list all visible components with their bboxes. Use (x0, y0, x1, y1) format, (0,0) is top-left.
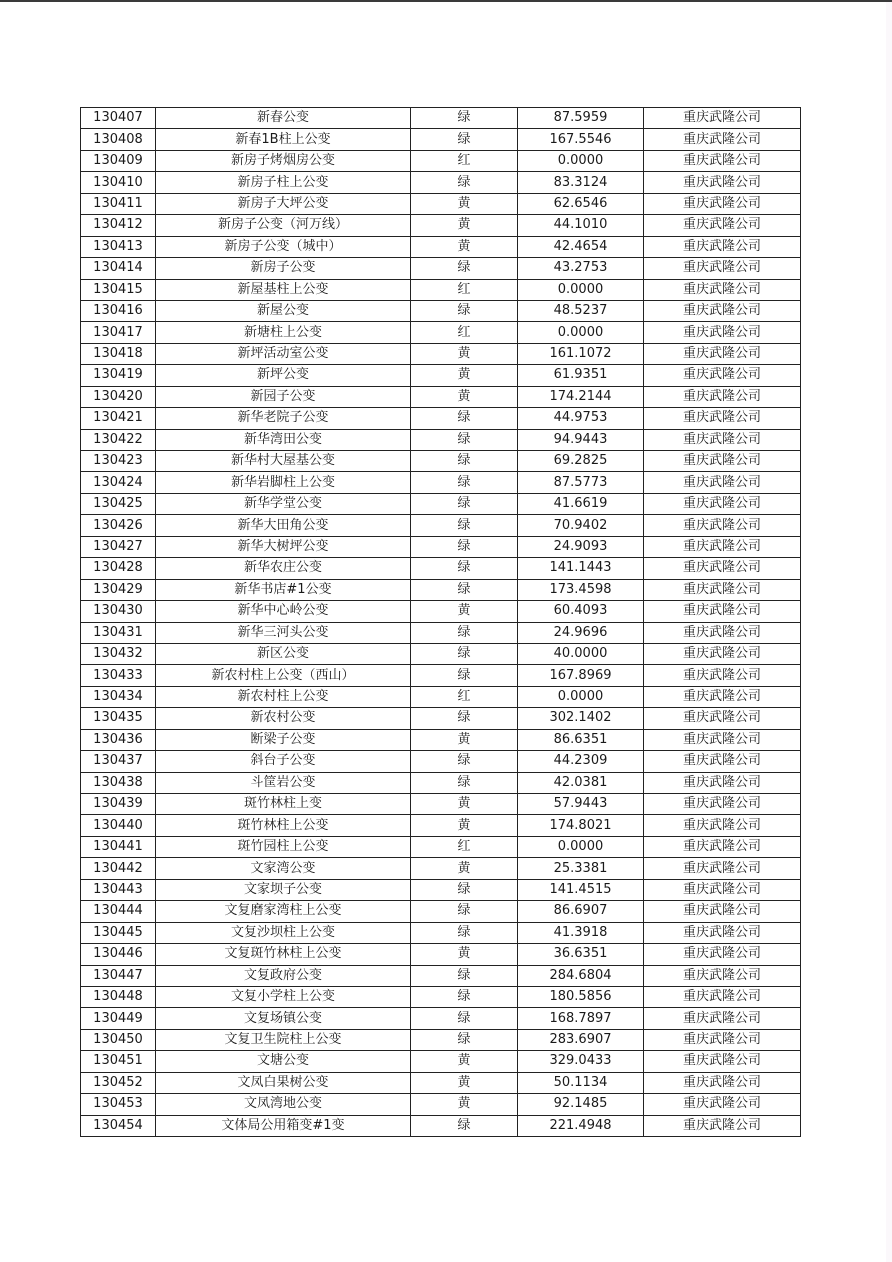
cell-value: 48.5237 (518, 300, 644, 321)
cell-id: 130449 (81, 1008, 156, 1029)
cell-company: 重庆武隆公司 (644, 408, 801, 429)
cell-company: 重庆武隆公司 (644, 772, 801, 793)
cell-status-color: 绿 (411, 451, 518, 472)
cell-name: 文塘公变 (156, 1051, 411, 1072)
cell-status-color: 绿 (411, 751, 518, 772)
cell-value: 167.8969 (518, 665, 644, 686)
cell-name: 新农村柱上公变（西山） (156, 665, 411, 686)
transformer-table (80, 107, 801, 1137)
cell-name: 新园子公变 (156, 386, 411, 407)
cell-value: 173.4598 (518, 579, 644, 600)
table-row (81, 1094, 801, 1115)
cell-value: 70.9402 (518, 515, 644, 536)
table-row (81, 300, 801, 321)
cell-name: 新房子公变 (156, 258, 411, 279)
cell-value: 92.1485 (518, 1094, 644, 1115)
table-body (81, 108, 801, 1137)
cell-name: 新区公变 (156, 643, 411, 664)
cell-id: 130422 (81, 429, 156, 450)
cell-company: 重庆武隆公司 (644, 322, 801, 343)
cell-name: 新华村大屋基公变 (156, 451, 411, 472)
cell-name: 新华大树坪公变 (156, 536, 411, 557)
cell-id: 130432 (81, 643, 156, 664)
cell-company: 重庆武隆公司 (644, 665, 801, 686)
cell-status-color: 黄 (411, 365, 518, 386)
cell-company: 重庆武隆公司 (644, 150, 801, 171)
cell-value: 0.0000 (518, 836, 644, 857)
table-row (81, 322, 801, 343)
cell-id: 130440 (81, 815, 156, 836)
cell-value: 86.6351 (518, 729, 644, 750)
cell-value: 69.2825 (518, 451, 644, 472)
cell-status-color: 绿 (411, 665, 518, 686)
cell-name: 新华书店#1公变 (156, 579, 411, 600)
cell-name: 新春1B柱上公变 (156, 129, 411, 150)
cell-status-color: 绿 (411, 429, 518, 450)
cell-status-color: 绿 (411, 901, 518, 922)
table-row (81, 1029, 801, 1050)
table-row (81, 965, 801, 986)
cell-name: 斑竹园柱上公变 (156, 836, 411, 857)
cell-company: 重庆武隆公司 (644, 515, 801, 536)
cell-status-color: 黄 (411, 215, 518, 236)
cell-company: 重庆武隆公司 (644, 729, 801, 750)
table-row (81, 108, 801, 129)
cell-value: 60.4093 (518, 601, 644, 622)
cell-name: 新农村公变 (156, 708, 411, 729)
cell-company: 重庆武隆公司 (644, 236, 801, 257)
cell-name: 文复小学柱上公变 (156, 986, 411, 1007)
cell-id: 130415 (81, 279, 156, 300)
cell-company: 重庆武隆公司 (644, 986, 801, 1007)
cell-status-color: 绿 (411, 1029, 518, 1050)
cell-id: 130414 (81, 258, 156, 279)
cell-company: 重庆武隆公司 (644, 1115, 801, 1136)
cell-id: 130419 (81, 365, 156, 386)
cell-company: 重庆武隆公司 (644, 922, 801, 943)
cell-status-color: 红 (411, 150, 518, 171)
cell-id: 130408 (81, 129, 156, 150)
cell-company: 重庆武隆公司 (644, 343, 801, 364)
cell-name: 新农村柱上公变 (156, 686, 411, 707)
cell-id: 130409 (81, 150, 156, 171)
cell-name: 新华老院子公变 (156, 408, 411, 429)
cell-name: 新华学堂公变 (156, 493, 411, 514)
cell-id: 130442 (81, 858, 156, 879)
cell-id: 130453 (81, 1094, 156, 1115)
cell-name: 新华岩脚柱上公变 (156, 472, 411, 493)
cell-value: 44.9753 (518, 408, 644, 429)
cell-status-color: 红 (411, 279, 518, 300)
table-row (81, 408, 801, 429)
table-row (81, 879, 801, 900)
cell-company: 重庆武隆公司 (644, 1008, 801, 1029)
cell-status-color: 黄 (411, 236, 518, 257)
cell-id: 130444 (81, 901, 156, 922)
cell-value: 168.7897 (518, 1008, 644, 1029)
cell-status-color: 绿 (411, 579, 518, 600)
table-row (81, 129, 801, 150)
cell-status-color: 绿 (411, 708, 518, 729)
cell-status-color: 绿 (411, 558, 518, 579)
cell-name: 新屋基柱上公变 (156, 279, 411, 300)
cell-company: 重庆武隆公司 (644, 365, 801, 386)
table-row (81, 622, 801, 643)
cell-id: 130443 (81, 879, 156, 900)
cell-name: 新房子烤烟房公变 (156, 150, 411, 171)
cell-value: 141.1443 (518, 558, 644, 579)
cell-name: 斗筐岩公变 (156, 772, 411, 793)
cell-status-color: 绿 (411, 965, 518, 986)
cell-status-color: 绿 (411, 108, 518, 129)
cell-id: 130429 (81, 579, 156, 600)
cell-company: 重庆武隆公司 (644, 601, 801, 622)
cell-id: 130434 (81, 686, 156, 707)
table-row (81, 1051, 801, 1072)
cell-status-color: 绿 (411, 300, 518, 321)
cell-value: 87.5959 (518, 108, 644, 129)
cell-company: 重庆武隆公司 (644, 686, 801, 707)
cell-id: 130425 (81, 493, 156, 514)
cell-value: 42.0381 (518, 772, 644, 793)
cell-value: 24.9093 (518, 536, 644, 557)
cell-company: 重庆武隆公司 (644, 108, 801, 129)
cell-value: 41.3918 (518, 922, 644, 943)
table-row (81, 429, 801, 450)
cell-id: 130438 (81, 772, 156, 793)
cell-status-color: 黄 (411, 343, 518, 364)
cell-id: 130454 (81, 1115, 156, 1136)
cell-value: 36.6351 (518, 944, 644, 965)
cell-name: 文复沙坝柱上公变 (156, 922, 411, 943)
cell-name: 斑竹林柱上变 (156, 794, 411, 815)
table-row (81, 472, 801, 493)
cell-company: 重庆武隆公司 (644, 1029, 801, 1050)
cell-id: 130447 (81, 965, 156, 986)
cell-id: 130441 (81, 836, 156, 857)
cell-id: 130413 (81, 236, 156, 257)
cell-name: 文家坝子公变 (156, 879, 411, 900)
cell-id: 130446 (81, 944, 156, 965)
cell-id: 130445 (81, 922, 156, 943)
cell-status-color: 黄 (411, 1051, 518, 1072)
table-row (81, 944, 801, 965)
cell-company: 重庆武隆公司 (644, 193, 801, 214)
cell-status-color: 红 (411, 322, 518, 343)
table-row (81, 451, 801, 472)
table-row (81, 643, 801, 664)
cell-id: 130417 (81, 322, 156, 343)
cell-id: 130427 (81, 536, 156, 557)
cell-value: 0.0000 (518, 150, 644, 171)
cell-company: 重庆武隆公司 (644, 172, 801, 193)
table-row (81, 150, 801, 171)
cell-company: 重庆武隆公司 (644, 1072, 801, 1093)
cell-id: 130412 (81, 215, 156, 236)
cell-status-color: 黄 (411, 729, 518, 750)
cell-id: 130450 (81, 1029, 156, 1050)
cell-company: 重庆武隆公司 (644, 472, 801, 493)
table-row (81, 236, 801, 257)
table-row (81, 1008, 801, 1029)
cell-id: 130418 (81, 343, 156, 364)
cell-value: 284.6804 (518, 965, 644, 986)
cell-id: 130423 (81, 451, 156, 472)
table-row (81, 536, 801, 557)
cell-name: 文凤湾地公变 (156, 1094, 411, 1115)
cell-value: 302.1402 (518, 708, 644, 729)
cell-id: 130435 (81, 708, 156, 729)
table-row (81, 558, 801, 579)
cell-name: 文凤白果树公变 (156, 1072, 411, 1093)
cell-value: 161.1072 (518, 343, 644, 364)
cell-company: 重庆武隆公司 (644, 215, 801, 236)
cell-company: 重庆武隆公司 (644, 1094, 801, 1115)
cell-id: 130424 (81, 472, 156, 493)
cell-id: 130431 (81, 622, 156, 643)
cell-value: 62.6546 (518, 193, 644, 214)
cell-name: 断梁子公变 (156, 729, 411, 750)
cell-value: 174.2144 (518, 386, 644, 407)
cell-id: 130411 (81, 193, 156, 214)
cell-name: 新华湾田公变 (156, 429, 411, 450)
table-row (81, 729, 801, 750)
cell-id: 130420 (81, 386, 156, 407)
table-row (81, 858, 801, 879)
cell-company: 重庆武隆公司 (644, 858, 801, 879)
table-row (81, 279, 801, 300)
cell-name: 新坪活动室公变 (156, 343, 411, 364)
cell-name: 斑竹林柱上公变 (156, 815, 411, 836)
cell-company: 重庆武隆公司 (644, 794, 801, 815)
cell-status-color: 绿 (411, 258, 518, 279)
cell-company: 重庆武隆公司 (644, 493, 801, 514)
cell-company: 重庆武隆公司 (644, 429, 801, 450)
cell-value: 0.0000 (518, 279, 644, 300)
table-row (81, 794, 801, 815)
cell-company: 重庆武隆公司 (644, 558, 801, 579)
cell-company: 重庆武隆公司 (644, 386, 801, 407)
cell-company: 重庆武隆公司 (644, 643, 801, 664)
cell-company: 重庆武隆公司 (644, 279, 801, 300)
cell-id: 130407 (81, 108, 156, 129)
cell-id: 130439 (81, 794, 156, 815)
table-row (81, 772, 801, 793)
cell-name: 文复斑竹林柱上公变 (156, 944, 411, 965)
cell-value: 86.6907 (518, 901, 644, 922)
cell-company: 重庆武隆公司 (644, 965, 801, 986)
cell-id: 130433 (81, 665, 156, 686)
cell-value: 44.1010 (518, 215, 644, 236)
page-top-border (0, 0, 892, 2)
cell-value: 283.6907 (518, 1029, 644, 1050)
cell-status-color: 绿 (411, 129, 518, 150)
cell-id: 130426 (81, 515, 156, 536)
cell-name: 文复场镇公变 (156, 1008, 411, 1029)
cell-id: 130437 (81, 751, 156, 772)
cell-value: 42.4654 (518, 236, 644, 257)
cell-company: 重庆武隆公司 (644, 622, 801, 643)
table-row (81, 365, 801, 386)
cell-id: 130410 (81, 172, 156, 193)
cell-id: 130452 (81, 1072, 156, 1093)
cell-status-color: 红 (411, 686, 518, 707)
table-row (81, 601, 801, 622)
cell-company: 重庆武隆公司 (644, 451, 801, 472)
cell-status-color: 黄 (411, 1094, 518, 1115)
table-row (81, 215, 801, 236)
cell-status-color: 黄 (411, 1072, 518, 1093)
table-row (81, 386, 801, 407)
cell-value: 40.0000 (518, 643, 644, 664)
cell-value: 167.5546 (518, 129, 644, 150)
cell-status-color: 绿 (411, 536, 518, 557)
cell-id: 130428 (81, 558, 156, 579)
cell-status-color: 黄 (411, 386, 518, 407)
cell-value: 44.2309 (518, 751, 644, 772)
table-row (81, 343, 801, 364)
table-row (81, 901, 801, 922)
cell-name: 新屋公变 (156, 300, 411, 321)
cell-company: 重庆武隆公司 (644, 258, 801, 279)
cell-value: 221.4948 (518, 1115, 644, 1136)
cell-company: 重庆武隆公司 (644, 751, 801, 772)
cell-status-color: 红 (411, 836, 518, 857)
cell-status-color: 绿 (411, 172, 518, 193)
cell-status-color: 黄 (411, 858, 518, 879)
cell-id: 130436 (81, 729, 156, 750)
table-row (81, 922, 801, 943)
cell-id: 130448 (81, 986, 156, 1007)
cell-status-color: 绿 (411, 986, 518, 1007)
cell-status-color: 绿 (411, 1115, 518, 1136)
cell-name: 新华中心岭公变 (156, 601, 411, 622)
table-row (81, 836, 801, 857)
cell-value: 94.9443 (518, 429, 644, 450)
table-row (81, 986, 801, 1007)
table-row (81, 665, 801, 686)
table-row (81, 1072, 801, 1093)
cell-value: 57.9443 (518, 794, 644, 815)
cell-status-color: 绿 (411, 922, 518, 943)
cell-status-color: 绿 (411, 408, 518, 429)
table-row (81, 515, 801, 536)
cell-company: 重庆武隆公司 (644, 836, 801, 857)
cell-company: 重庆武隆公司 (644, 579, 801, 600)
cell-name: 新房子柱上公变 (156, 172, 411, 193)
cell-status-color: 绿 (411, 622, 518, 643)
cell-company: 重庆武隆公司 (644, 815, 801, 836)
cell-value: 43.2753 (518, 258, 644, 279)
cell-id: 130430 (81, 601, 156, 622)
cell-value: 41.6619 (518, 493, 644, 514)
table-row (81, 493, 801, 514)
cell-value: 0.0000 (518, 322, 644, 343)
table-row (81, 815, 801, 836)
cell-name: 文复磨家湾柱上公变 (156, 901, 411, 922)
cell-status-color: 黄 (411, 944, 518, 965)
table-row (81, 258, 801, 279)
cell-status-color: 黄 (411, 815, 518, 836)
cell-value: 25.3381 (518, 858, 644, 879)
cell-name: 文复政府公变 (156, 965, 411, 986)
cell-status-color: 绿 (411, 1008, 518, 1029)
cell-name: 斜台子公变 (156, 751, 411, 772)
cell-id: 130416 (81, 300, 156, 321)
table-row (81, 751, 801, 772)
cell-name: 新坪公变 (156, 365, 411, 386)
table-row (81, 193, 801, 214)
table-row (81, 579, 801, 600)
cell-name: 新春公变 (156, 108, 411, 129)
cell-value: 0.0000 (518, 686, 644, 707)
cell-name: 新华大田角公变 (156, 515, 411, 536)
cell-company: 重庆武隆公司 (644, 879, 801, 900)
cell-status-color: 黄 (411, 601, 518, 622)
cell-company: 重庆武隆公司 (644, 300, 801, 321)
cell-company: 重庆武隆公司 (644, 901, 801, 922)
cell-name: 新华三河头公变 (156, 622, 411, 643)
cell-value: 61.9351 (518, 365, 644, 386)
cell-value: 24.9696 (518, 622, 644, 643)
cell-value: 141.4515 (518, 879, 644, 900)
cell-name: 新房子公变（河万线） (156, 215, 411, 236)
cell-status-color: 绿 (411, 515, 518, 536)
cell-status-color: 绿 (411, 472, 518, 493)
cell-name: 文家湾公变 (156, 858, 411, 879)
cell-value: 180.5856 (518, 986, 644, 1007)
cell-status-color: 绿 (411, 643, 518, 664)
cell-id: 130451 (81, 1051, 156, 1072)
cell-company: 重庆武隆公司 (644, 708, 801, 729)
table-row (81, 686, 801, 707)
cell-value: 174.8021 (518, 815, 644, 836)
cell-name: 新塘柱上公变 (156, 322, 411, 343)
cell-id: 130421 (81, 408, 156, 429)
cell-company: 重庆武隆公司 (644, 1051, 801, 1072)
cell-value: 50.1134 (518, 1072, 644, 1093)
cell-name: 新华农庄公变 (156, 558, 411, 579)
cell-company: 重庆武隆公司 (644, 536, 801, 557)
cell-name: 文体局公用箱变#1变 (156, 1115, 411, 1136)
table-row (81, 172, 801, 193)
cell-company: 重庆武隆公司 (644, 944, 801, 965)
cell-name: 文复卫生院柱上公变 (156, 1029, 411, 1050)
cell-company: 重庆武隆公司 (644, 129, 801, 150)
table-row (81, 708, 801, 729)
page-right-edge (886, 2, 892, 1262)
cell-value: 83.3124 (518, 172, 644, 193)
cell-status-color: 黄 (411, 193, 518, 214)
cell-status-color: 绿 (411, 772, 518, 793)
cell-value: 87.5773 (518, 472, 644, 493)
cell-name: 新房子公变（城中） (156, 236, 411, 257)
cell-status-color: 绿 (411, 879, 518, 900)
cell-value: 329.0433 (518, 1051, 644, 1072)
cell-name: 新房子大坪公变 (156, 193, 411, 214)
cell-status-color: 绿 (411, 493, 518, 514)
cell-status-color: 黄 (411, 794, 518, 815)
table-row (81, 1115, 801, 1136)
